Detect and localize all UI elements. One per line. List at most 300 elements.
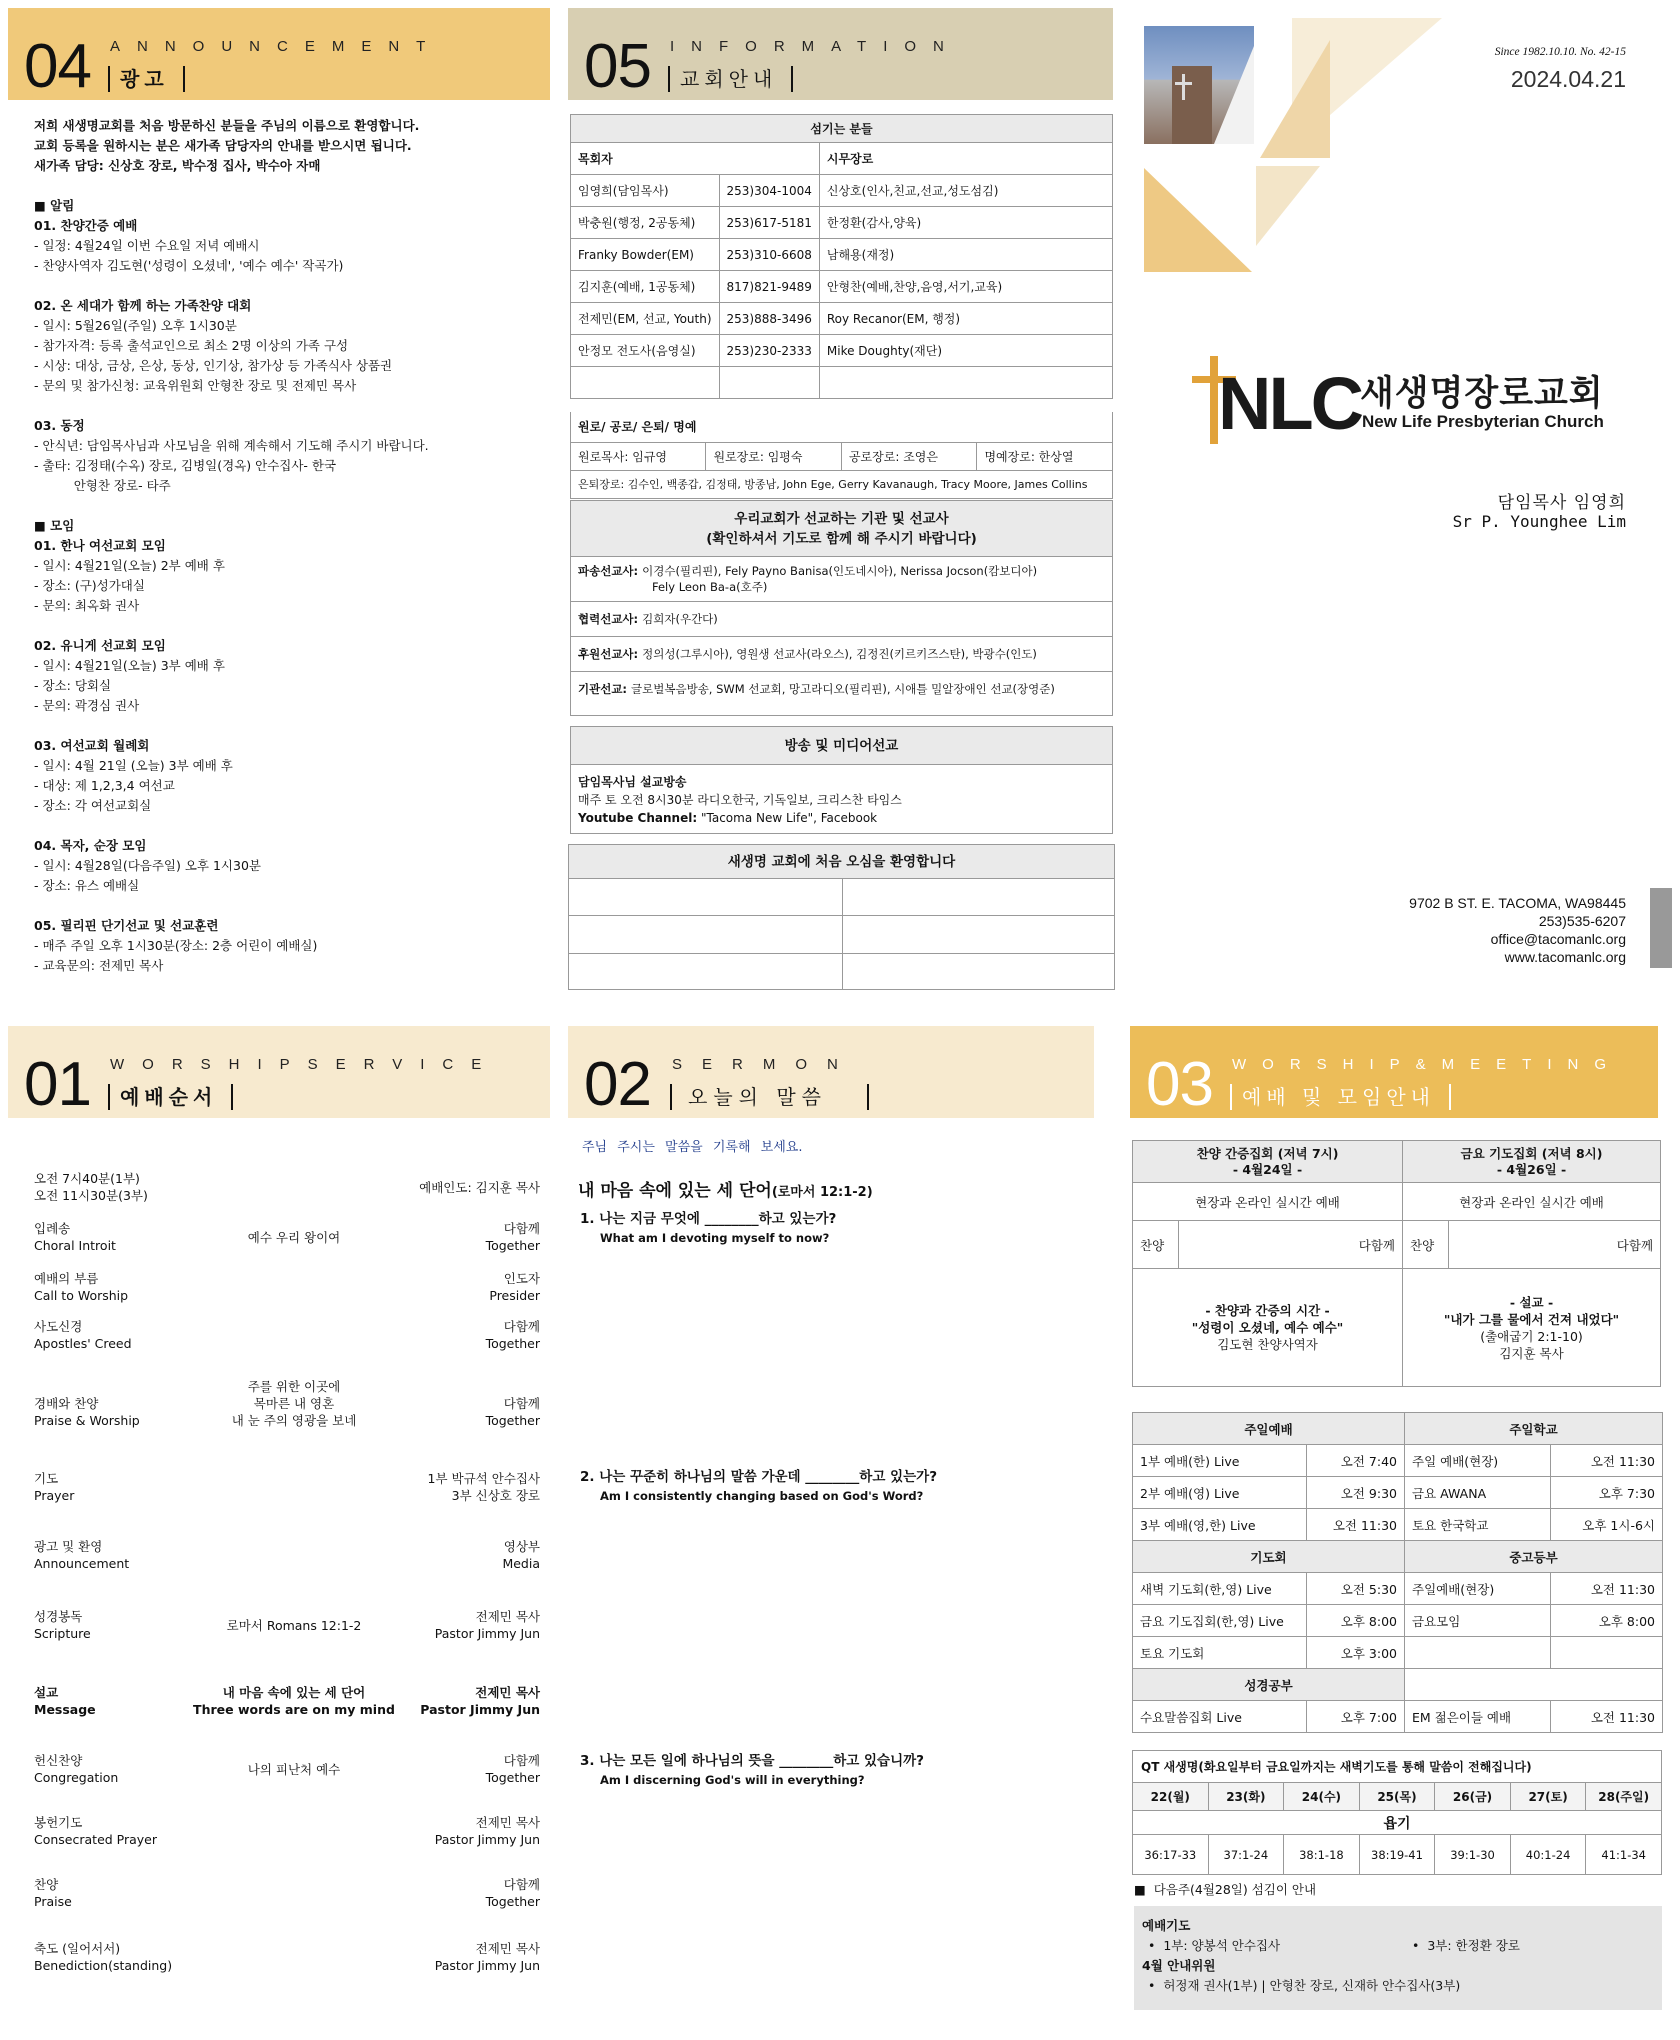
schedule-category (1405, 1669, 1663, 1701)
honor-heading: 원로/ 공로/ 은퇴/ 명예 (571, 412, 1113, 442)
item-title-kr: 예배의 부름 (34, 1271, 99, 1286)
welcome-box (568, 844, 1115, 990)
church-logo (1192, 356, 1632, 452)
item-title-kr: 설교 (34, 1685, 59, 1700)
schedule-row (1133, 1605, 1663, 1637)
contact-info (1409, 894, 1626, 966)
item-title-kr: 경배와 찬양 (34, 1396, 99, 1411)
schedule-name: 금요모임 (1405, 1605, 1551, 1637)
guide-row: • 허정재 권사(1부) | 안형찬 장로, 신재하 안수집사(3부) (1148, 1978, 1461, 1993)
question-3-en: Am I discerning God's will in everything? (600, 1773, 865, 1787)
schedule-time: 오전 7:40 (1307, 1445, 1405, 1477)
sermon-header (568, 1026, 1094, 1118)
song-label: 찬양 (1403, 1221, 1449, 1269)
announcement-line: - 일시: 4월28일(다음주일) 오후 1시30분 (34, 858, 261, 873)
announcement-line: - 매주 주일 오후 1시30분(장소: 2층 어린이 예배실) (34, 938, 318, 953)
mission-type: 기관선교: (578, 682, 628, 696)
qt-title: QT 새생명(화요일부터 금요일까지는 새벽기도를 통해 말씀이 전해집니다) (1133, 1751, 1662, 1783)
item-leader: 전제민 목사 (475, 1609, 540, 1624)
praise-service-date: - 4월24일 - (1232, 1161, 1303, 1177)
item-leader: 전제민 목사 (475, 1815, 540, 1830)
item-title-en: Prayer (34, 1488, 75, 1503)
prayer-detail-2: "내가 그를 물에서 건져 내었다" (1443, 1311, 1620, 1327)
cover-panel (1130, 8, 1680, 998)
phone: 253)535-6207 (1538, 913, 1626, 929)
mission-names: 김희자(우간다) (642, 612, 718, 626)
schedule-time (1551, 1637, 1663, 1669)
retired-elders: 은퇴장로: 김수인, 백종갑, 김정태, 방종남, John Ege, Gerry Kavanaugh, Tracy Moore, James Collins (571, 470, 1113, 498)
honor-table (570, 412, 1113, 499)
announcement-line: - 찬양사역자 김도현('성령이 오셨네', '예수 예수' 작곡가) (34, 258, 344, 273)
schedule-table (1132, 1412, 1663, 1733)
announcement-line: - 대상: 제 1,2,3,4 여선교 (34, 778, 175, 793)
elder-role: 한정환(감사,양육) (819, 207, 1112, 239)
announcement-line: - 안식년: 담임목사님과 사모님을 위해 계속해서 기도해 주시기 바랍니다. (34, 438, 429, 453)
announcement-line (34, 276, 429, 296)
schedule-time: 오전 11:30 (1307, 1509, 1405, 1541)
item-leader: 영상부 (503, 1539, 540, 1554)
mission-row (571, 637, 1112, 672)
pastor-name: 박충원(행정, 2공동체) (571, 207, 720, 239)
item-content: 예수 우리 왕이여 (247, 1230, 341, 1245)
announcement-line: - 일시: 4월21일(오늘) 2부 예배 후 (34, 558, 225, 573)
schedule-row (1133, 1637, 1663, 1669)
schedule-category: 주일예배 (1133, 1413, 1405, 1445)
information-header (568, 8, 1113, 100)
announcement-line: 안형찬 장로- 타주 (34, 478, 171, 493)
schedule-row (1133, 1509, 1663, 1541)
item-title-kr: 찬양 (34, 1877, 59, 1892)
logo-letters: NLC (1218, 362, 1362, 445)
schedule-time: 오후 8:00 (1307, 1605, 1405, 1637)
question-3 (580, 1752, 924, 1790)
mission-row (571, 557, 1112, 602)
service-item (34, 1318, 540, 1356)
schedule-name: 주일예배(현장) (1405, 1573, 1551, 1605)
praise-service-heading (1133, 1141, 1403, 1183)
qt-day: 22(월) (1133, 1783, 1209, 1811)
question-2-kr: 2. 나는 꾸준히 하나님의 말씀 가운데 ________하고 있는가? (580, 1469, 938, 1485)
item-title-en: Benediction(standing) (34, 1958, 173, 1973)
item-title-en: Announcement (34, 1556, 130, 1571)
schedule-category: 기도회 (1133, 1541, 1405, 1573)
item-title-en: Message (34, 1702, 96, 1717)
section-title-kr: 예배순서 (108, 1084, 233, 1110)
item-leader-en: Together (485, 1238, 540, 1253)
schedule-time: 오전 11:30 (1551, 1445, 1663, 1477)
welcome-title: 새생명 교회에 처음 오심을 환영합니다 (569, 845, 1114, 879)
sermon-title-line (578, 1176, 873, 1201)
announcement-line: - 문의: 최옥화 권사 (34, 598, 140, 613)
qt-ref: 41:1-34 (1586, 1835, 1662, 1875)
pastor-name: 전제민(EM, 선교, Youth) (571, 303, 720, 335)
pastor-heading: 목회자 (571, 143, 820, 175)
schedule-heading-row (1133, 1413, 1663, 1445)
mission-box (570, 500, 1113, 716)
schedule-category: 중고등부 (1405, 1541, 1663, 1573)
schedule-time: 오후 8:00 (1551, 1605, 1663, 1637)
schedule-name: 2부 예배(영) Live (1133, 1477, 1307, 1509)
item-title-kr: 성경봉독 (34, 1609, 83, 1624)
schedule-name (1405, 1637, 1551, 1669)
schedule-name: 토요 한국학교 (1405, 1509, 1551, 1541)
email-link[interactable]: office@tacomanlc.org (1490, 931, 1626, 947)
item-leader-en: Pastor Jimmy Jun (434, 1958, 540, 1973)
elder-role: 신상호(인사,친교,선교,성도섬김) (819, 175, 1112, 207)
schedule-time: 오전 11:30 (1551, 1573, 1663, 1605)
item-title-en: Consecrated Prayer (34, 1832, 158, 1847)
item-leader: 다함께 (503, 1877, 540, 1892)
item-leader: 1부 박규석 안수집사 (427, 1471, 540, 1486)
item-leader-en: Media (502, 1556, 540, 1571)
announcement-line: 01. 한나 여선교회 모임 (34, 538, 166, 553)
honor-cell: 원로장로: 임평숙 (706, 442, 841, 470)
item-leader: 인도자 (503, 1271, 540, 1286)
server-row (571, 335, 1113, 367)
guide-names: 허정재 권사(1부) | 안형찬 장로, 신재하 안수집사(3부) (1163, 1978, 1461, 1993)
friday-prayer-date: - 4월26일 - (1496, 1161, 1567, 1177)
honor-cell: 명예장로: 한상열 (977, 442, 1113, 470)
mission-names: 글로벌복음방송, SWM 선교회, 망고라디오(필리핀), 시애틀 밀알장애인 선교(장영준) (631, 682, 1055, 696)
item-leader-en: Together (485, 1770, 540, 1785)
qt-ref: 40:1-24 (1510, 1835, 1586, 1875)
question-1-en: What am I devoting myself to now? (600, 1231, 830, 1245)
qt-day: 26(금) (1435, 1783, 1511, 1811)
service-item (34, 1752, 540, 1790)
section-number: 05 (584, 32, 651, 101)
sermon-ref: (로마서 12:1-2) (771, 1185, 873, 1200)
worship-header (8, 1026, 550, 1118)
pastor-phone: 253)230-2333 (719, 335, 819, 367)
schedule-name: 금요 AWANA (1405, 1477, 1551, 1509)
deco-triangle-4 (1144, 168, 1252, 272)
announcement-line (34, 396, 429, 416)
qt-book-row (1133, 1811, 1662, 1835)
schedule-heading-row (1133, 1541, 1663, 1573)
section-title-kr: 오늘의 말씀 (670, 1084, 869, 1110)
pastor-phone: 253)617-5181 (719, 207, 819, 239)
schedule-time: 오전 5:30 (1307, 1573, 1405, 1605)
announcement-line: 새가족 담당: 신상호 장로, 박수정 집사, 박수아 자매 (34, 158, 321, 173)
schedule-row (1133, 1445, 1663, 1477)
media-box (570, 726, 1113, 834)
pastor-phone: 817)821-9489 (719, 271, 819, 303)
mission-type: 후원선교사: (578, 647, 639, 661)
section-number: 04 (24, 32, 91, 101)
qt-day: 23(화) (1208, 1783, 1284, 1811)
item-leader-en: Together (485, 1894, 540, 1909)
deco-triangle-5 (1256, 166, 1320, 246)
deco-triangle-3 (1260, 40, 1330, 158)
announcement-body (34, 116, 429, 976)
announcement-line: 05. 필리핀 단기선교 및 선교훈련 (34, 918, 219, 933)
question-2 (580, 1468, 937, 1506)
praise-detail-1: - 찬양과 간증의 시간 - (1205, 1303, 1330, 1318)
elder-role: 남해용(재정) (819, 239, 1112, 271)
youtube-value: "Tacoma New Life", Facebook (697, 811, 878, 825)
media-line-1: 담임목사님 설교방송 (578, 775, 687, 789)
friday-prayer-live: 현장과 온라인 실시간 예배 (1403, 1183, 1661, 1221)
server-row (571, 271, 1113, 303)
announcement-panel (8, 8, 550, 998)
item-title-kr: 헌신찬양 (34, 1753, 83, 1768)
item-leader-en: Pastor Jimmy Jun (420, 1702, 540, 1717)
elder-heading: 시무장로 (819, 143, 1112, 175)
announcement-header (8, 8, 550, 100)
server-row (571, 239, 1113, 271)
item-title-en: Congregation (34, 1770, 119, 1785)
schedule-name: 주일 예배(현장) (1405, 1445, 1551, 1477)
information-panel (568, 8, 1116, 998)
announcement-line: - 장소: 당회실 (34, 678, 112, 693)
question-3-kr: 3. 나는 모든 일에 하나님의 뜻을 ________하고 있습니까? (580, 1753, 924, 1769)
schedule-row (1133, 1573, 1663, 1605)
mission-type: 협력선교사: (578, 612, 639, 626)
prayer-third-service: 3부: 한정환 장로 (1427, 1938, 1520, 1953)
announcement-line: - 일시: 5월26일(주일) 오후 1시30분 (34, 318, 237, 333)
service-time-1: 오전 7시40분(1부) (34, 1171, 140, 1186)
schedule-time: 오전 11:30 (1551, 1701, 1663, 1733)
sermon-intro: 주님 주시는 말씀을 기록해 보세요. (582, 1140, 803, 1155)
praise-service-detail (1133, 1269, 1403, 1387)
schedule-name: 수요말씀집회 Live (1133, 1701, 1307, 1733)
schedule-name: EM 젊은이들 예배 (1405, 1701, 1551, 1733)
prayer-detail-1: - 설교 - (1509, 1294, 1554, 1310)
schedule-time: 오전 9:30 (1307, 1477, 1405, 1509)
elder-role: Roy Recanor(EM, 행정) (819, 303, 1112, 335)
next-week-box (1134, 1906, 1662, 2010)
mission-names: 정의성(그루시아), 영원생 선교사(라오스), 김정진(키르키즈스탄), 박광수(인도) (642, 647, 1037, 661)
item-content: 나의 피난처 예수 (247, 1762, 341, 1777)
praise-service-title: 찬양 간증집회 (저녁 7시) (1196, 1145, 1339, 1161)
announcement-line: - 장소: 유스 예배실 (34, 878, 140, 893)
qt-day: 28(주일) (1586, 1783, 1662, 1811)
section-title-en: WORSHIP&MEETING (1232, 1056, 1623, 1073)
announcement-line: 04. 목자, 순장 모임 (34, 838, 147, 853)
schedule-name: 1부 예배(한) Live (1133, 1445, 1307, 1477)
cross-icon (1210, 356, 1218, 444)
service-time-2: 오전 11시30분(3부) (34, 1188, 148, 1203)
mission-title (571, 501, 1112, 557)
item-leader-en: Together (485, 1413, 540, 1428)
mission-row (571, 602, 1112, 637)
service-item (34, 1378, 540, 1433)
friday-prayer-heading (1403, 1141, 1661, 1183)
service-item (34, 1608, 540, 1646)
qt-table (1132, 1750, 1662, 1875)
announcement-line: - 장소: (구)성가대실 (34, 578, 145, 593)
qt-day: 27(토) (1510, 1783, 1586, 1811)
section-title-en: WORSHIPSERVICE (110, 1056, 500, 1073)
announcement-line: 교회 등록을 원하시는 분은 새가족 담당자의 안내를 받으시면 됩니다. (34, 138, 412, 153)
qt-day: 24(수) (1284, 1783, 1360, 1811)
qt-book: 욥기 (1133, 1811, 1662, 1835)
qt-ref: 37:1-24 (1208, 1835, 1284, 1875)
announcement-line: - 출타: 김정태(수옥) 장로, 김병일(경옥) 안수집사- 한국 (34, 458, 337, 473)
announcement-line: - 장소: 각 여선교회실 (34, 798, 152, 813)
mission-names-cont: Fely Leon Ba-a(호주) (652, 580, 768, 594)
service-item (34, 1814, 540, 1852)
announcement-line: 02. 유니게 선교회 모임 (34, 638, 166, 653)
sermon-title: 내 마음 속에 있는 세 단어 (578, 1181, 772, 1201)
item-leader-en: 3부 신상호 장로 (451, 1488, 540, 1503)
item-title-kr: 사도신경 (34, 1319, 83, 1334)
sermon-panel (568, 1026, 1098, 2036)
mission-type: 파송선교사: (578, 564, 639, 578)
question-1-kr: 1. 나는 지금 무엇에 ________하고 있는가? (580, 1211, 837, 1227)
media-title: 방송 및 미디어선교 (571, 727, 1112, 765)
item-title-en: Apostles' Creed (34, 1336, 132, 1351)
meeting-panel (1130, 1026, 1680, 2036)
item-leader: 다함께 (503, 1221, 540, 1236)
item-leader-en: Pastor Jimmy Jun (434, 1832, 540, 1847)
schedule-row (1133, 1701, 1663, 1733)
schedule-time: 오후 1시-6시 (1551, 1509, 1663, 1541)
pastor-phone: 253)304-1004 (719, 175, 819, 207)
next-week-heading (1134, 1880, 1316, 1898)
server-row (571, 207, 1113, 239)
pastor-phone: 253)888-3496 (719, 303, 819, 335)
elder-role: 안형찬(예배,찬양,음영,서기,교육) (819, 271, 1112, 303)
item-title-kr: 광고 및 환영 (34, 1539, 103, 1554)
schedule-time: 오후 7:00 (1307, 1701, 1405, 1733)
mission-title-line1: 우리교회가 선교하는 기관 및 선교사 (734, 511, 949, 527)
schedule-category: 주일학교 (1405, 1413, 1663, 1445)
question-1 (580, 1210, 836, 1248)
worship-panel (8, 1026, 550, 2036)
item-title-kr: 축도 (일어서서) (34, 1941, 121, 1956)
schedule-name: 새벽 기도회(한,영) Live (1133, 1573, 1307, 1605)
schedule-time: 오후 7:30 (1551, 1477, 1663, 1509)
section-number: 02 (584, 1050, 651, 1119)
media-line-2: 매주 토 오전 8시30분 라디오한국, 기독일보, 크리스찬 타임스 (578, 793, 902, 807)
meeting-header (1130, 1026, 1658, 1118)
section-title-en: ANNOUNCEMENT (110, 38, 443, 55)
praise-detail-3: 김도현 찬양사역자 (1217, 1337, 1318, 1352)
announcement-line (34, 176, 429, 196)
schedule-category: 성경공부 (1133, 1669, 1405, 1701)
service-item (34, 1270, 540, 1308)
announcement-line: - 문의 및 참가신청: 교육위원회 안형찬 장로 및 전제민 목사 (34, 378, 357, 393)
qt-ref: 39:1-30 (1435, 1835, 1511, 1875)
prayer-detail-4: 김지훈 목사 (1499, 1345, 1564, 1361)
schedule-name: 3부 예배(영,한) Live (1133, 1509, 1307, 1541)
youtube-label: Youtube Channel: (578, 811, 698, 825)
website-link[interactable]: www.tacomanlc.org (1504, 949, 1626, 965)
server-row (571, 303, 1113, 335)
song-leader: 다함께 (1449, 1221, 1661, 1269)
announcement-line (34, 816, 429, 836)
pastor-name: 김지훈(예배, 1공동체) (571, 271, 720, 303)
servers-title: 섬기는 분들 (571, 115, 1113, 143)
pastor-name: 임영희(담임목사) (571, 175, 720, 207)
media-line-3 (578, 809, 1105, 827)
schedule-name: 토요 기도회 (1133, 1637, 1307, 1669)
announcement-line: - 교육문의: 전제민 목사 (34, 958, 164, 973)
worship-leader: 예배인도: 김지훈 목사 (419, 1180, 540, 1195)
square-bullet-icon: ■ (1134, 1882, 1146, 1897)
guide-heading: 4월 안내위원 (1142, 1958, 1216, 1973)
deco-triangle-1 (1130, 18, 1260, 138)
announcement-line: - 참가자격: 등록 출석교인으로 최소 2명 이상의 가족 구성 (34, 338, 349, 353)
special-services-table (1132, 1140, 1661, 1387)
announcement-line: - 시상: 대상, 금상, 은상, 동상, 인기상, 참가상 등 가족식사 상품권 (34, 358, 393, 373)
qt-ref: 38:1-18 (1284, 1835, 1360, 1875)
bulletin-date: 2024.04.21 (1510, 66, 1626, 92)
pastor-name: 안정모 전도사(음영실) (571, 335, 720, 367)
pastor-name: Franky Bowder(EM) (571, 239, 720, 271)
announcement-line (34, 496, 429, 516)
announcement-line: - 일정: 4월24일 이번 수요일 저녁 예배시 (34, 238, 260, 253)
item-leader: 다함께 (503, 1319, 540, 1334)
item-title-en: Choral Introit (34, 1238, 116, 1253)
servers-table (570, 114, 1113, 399)
address: 9702 B ST. E. TACOMA, WA98445 (1409, 895, 1626, 911)
item-content: 로마서 Romans 12:1-2 (226, 1618, 362, 1633)
announcement-line (34, 896, 429, 916)
mission-title-line2: (확인하셔서 기도로 함께 해 주시기 바랍니다) (706, 531, 977, 547)
mission-list (571, 557, 1112, 706)
mission-row (571, 672, 1112, 706)
announcement-line: 02. 온 세대가 함께 하는 가족찬양 대회 (34, 298, 252, 313)
item-leader-en: Presider (489, 1288, 540, 1303)
announcement-line: - 일시: 4월21일(오늘) 3부 예배 후 (34, 658, 225, 673)
announcement-line: - 문의: 곽경심 권사 (34, 698, 140, 713)
item-title-kr: 입례송 (34, 1221, 71, 1236)
next-week-label: 다음주(4월28일) 섬김이 안내 (1153, 1882, 1317, 1897)
section-title-en: INFORMATION (670, 38, 961, 55)
section-number: 03 (1146, 1050, 1213, 1119)
elder-role: Mike Doughty(재단) (819, 335, 1112, 367)
qt-refs-row (1133, 1835, 1662, 1875)
section-title-en: SERMON (672, 1056, 858, 1073)
announcement-line: 03. 동정 (34, 418, 85, 433)
item-title-en: Praise & Worship (34, 1413, 140, 1428)
section-title-kr: 교회안내 (668, 66, 793, 92)
announcement-line (34, 616, 429, 636)
announcement-line: ■ 알림 (34, 198, 75, 213)
qt-ref: 36:17-33 (1133, 1835, 1209, 1875)
service-item (34, 1940, 540, 1978)
honor-cell: 공로장로: 조영은 (841, 442, 976, 470)
prayer-first-service: 1부: 양봉석 안수집사 (1163, 1938, 1281, 1953)
server-row (571, 175, 1113, 207)
senior-pastor-en: Sr P. Younghee Lim (1452, 512, 1626, 531)
item-leader: 전제민 목사 (475, 1685, 540, 1700)
item-leader: 다함께 (503, 1396, 540, 1411)
item-content: 내 마음 속에 있는 세 단어 Three words are on my mind (193, 1685, 395, 1717)
item-leader-en: Pastor Jimmy Jun (434, 1626, 540, 1641)
section-title-kr: 예배 및 모임안내 (1230, 1084, 1451, 1110)
praise-service-live: 현장과 온라인 실시간 예배 (1133, 1183, 1403, 1221)
pastor-phone: 253)310-6608 (719, 239, 819, 271)
item-title-kr: 기도 (34, 1471, 59, 1486)
qt-day: 25(목) (1359, 1783, 1435, 1811)
schedule-heading-row (1133, 1669, 1663, 1701)
qt-ref: 38:19-41 (1359, 1835, 1435, 1875)
edge-bar (1650, 888, 1672, 968)
item-leader-en: Together (485, 1336, 540, 1351)
schedule-row (1133, 1477, 1663, 1509)
announcement-line: ■ 모임 (34, 518, 75, 533)
senior-pastor-kr: 담임목사 임영희 (1497, 493, 1626, 513)
announcement-line: 03. 여선교회 월례회 (34, 738, 150, 753)
item-leader: 다함께 (503, 1753, 540, 1768)
prayer-detail-3: (출애굽기 2:1-10) (1480, 1328, 1583, 1344)
song-leader: 다함께 (1179, 1221, 1403, 1269)
praise-detail-2: "성령이 오셨네, 예수 예수" (1191, 1320, 1344, 1335)
service-item (34, 1876, 540, 1914)
